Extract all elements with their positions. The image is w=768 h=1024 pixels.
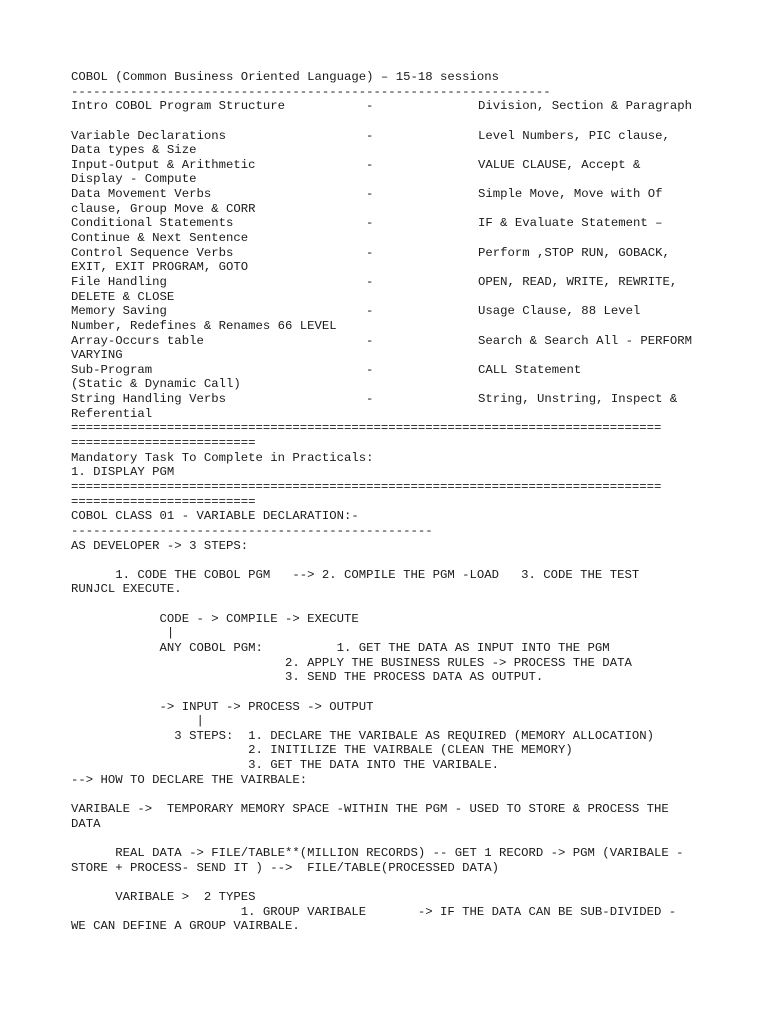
topic-dash: - [366,304,374,319]
note-line: DATA [71,816,101,831]
document-page [71,70,711,934]
class-heading: COBOL CLASS 01 - VARIABLE DECLARATION:- [71,509,359,524]
blank-line [71,114,711,129]
topic-row [71,129,711,144]
topic-dash: - [366,216,374,231]
note-line: 2. APPLY THE BUSINESS RULES -> PROCESS THE DATA [71,655,632,670]
note-line: 1. CODE THE COBOL PGM --> 2. COMPILE THE PGM -LOAD 3. CODE THE TEST [71,567,640,582]
topic-name: Variable Declarations [71,128,226,143]
topic-detail-continuation: DELETE & CLOSE [71,289,175,304]
topic-dash: - [366,157,374,172]
topic-detail: Division, Section & Paragraph [478,99,693,114]
topic-dash: - [366,128,374,143]
note-line [71,787,711,802]
topic-name: Conditional Statements [71,216,234,231]
note-line: | [71,714,204,729]
topic-name: File Handling [71,274,167,289]
topic-row [71,334,711,349]
note-line: 3 STEPS: 1. DECLARE THE VARIBALE AS REQUIRED (MEMORY ALLOCATION) [71,728,654,743]
equals-divider-tail: ========================= [71,436,256,451]
topic-detail: Search & Search All - PERFORM [478,333,693,348]
topic-detail-continuation: Number, Redefines & Renames 66 LEVEL [71,318,337,333]
topic-detail-continuation: Display - Compute [71,172,197,187]
equals-divider: ================================================================================ [71,421,662,436]
title-rule: ----------------------------------------------------------------- [71,84,551,99]
topic-detail: OPEN, READ, WRITE, REWRITE, [478,274,678,289]
note-line: 3. GET THE DATA INTO THE VARIBALE. [71,758,500,773]
mandatory-item: 1. DISPLAY PGM [71,465,175,480]
note-line: | [71,626,175,641]
topic-name: Sub-Program [71,362,153,377]
equals-divider-tail: ========================= [71,494,256,509]
note-line: RUNJCL EXECUTE. [71,582,182,597]
topic-dash: - [366,362,374,377]
topic-detail-continuation: Referential [71,406,153,421]
note-line [71,597,711,612]
mandatory-heading: Mandatory Task To Complete in Practicals: [71,450,374,465]
topic-detail-continuation: EXIT, EXIT PROGRAM, GOTO [71,260,249,275]
note-line: AS DEVELOPER -> 3 STEPS: [71,538,249,553]
topic-name: Input-Output & Arithmetic [71,157,256,172]
topic-row [71,158,711,173]
document-title: COBOL (Common Business Oriented Language) – 15-18 sessions [71,70,500,84]
topic-detail: VALUE CLAUSE, Accept & [478,157,641,172]
note-line [71,875,711,890]
note-line: VARIBALE -> TEMPORARY MEMORY SPACE -WITHIN THE PGM - USED TO STORE & PROCESS THE [71,802,669,817]
note-line: ANY COBOL PGM: 1. GET THE DATA AS INPUT INTO THE PGM [71,640,610,655]
topic-detail: Simple Move, Move with Of [478,187,663,202]
topic-detail-continuation: Data types & Size [71,143,197,158]
topic-detail: CALL Statement [478,362,582,377]
topic-name: String Handling Verbs [71,392,226,407]
topic-dash: - [366,333,374,348]
equals-divider: ================================================================================ [71,479,662,494]
topic-name: Intro COBOL Program Structure [71,99,286,114]
note-line: REAL DATA -> FILE/TABLE**(MILLION RECORDS) -- GET 1 RECORD -> PGM (VARIBALE - [71,845,684,860]
topic-detail-continuation: (Static & Dynamic Call) [71,377,241,392]
topic-row [71,392,711,407]
topic-name: Array-Occurs table [71,333,204,348]
note-line: -> INPUT -> PROCESS -> OUTPUT [71,699,374,714]
topic-row [71,363,711,378]
topic-detail: Usage Clause, 88 Level [478,304,641,319]
topic-row [71,246,711,261]
topic-detail: IF & Evaluate Statement – [478,216,663,231]
topic-row [71,216,711,231]
topic-dash: - [366,187,374,202]
note-line: --> HOW TO DECLARE THE VAIRBALE: [71,772,308,787]
topic-row [71,187,711,202]
note-line: STORE + PROCESS- SEND IT ) --> FILE/TABLE(PROCESSED DATA) [71,860,500,875]
note-line: 2. INITILIZE THE VAIRBALE (CLEAN THE MEMORY) [71,743,573,758]
topic-dash: - [366,392,374,407]
topic-detail: String, Unstring, Inspect & [478,392,678,407]
class-heading-rule: ------------------------------------------------- [71,523,433,538]
topic-detail-continuation: VARYING [71,348,123,363]
topic-name: Data Movement Verbs [71,187,212,202]
class-notes [71,539,711,934]
note-line: WE CAN DEFINE A GROUP VAIRBALE. [71,919,300,934]
note-line: 1. GROUP VARIBALE -> IF THE DATA CAN BE SUB-DIVIDED - [71,904,677,919]
note-line [71,831,711,846]
topic-row [71,275,711,290]
topic-detail-continuation: Continue & Next Sentence [71,231,249,246]
topic-detail-continuation: clause, Group Move & CORR [71,201,256,216]
note-line: VARIBALE > 2 TYPES [71,889,256,904]
note-line: CODE - > COMPILE -> EXECUTE [71,611,359,626]
topic-detail: Level Numbers, PIC clause, [478,128,670,143]
topic-row [71,99,711,114]
topic-list [71,99,711,421]
note-line [71,685,711,700]
topic-dash: - [366,274,374,289]
topic-dash: - [366,99,374,114]
note-line: 3. SEND THE PROCESS DATA AS OUTPUT. [71,670,544,685]
topic-row [71,304,711,319]
note-line [71,553,711,568]
topic-name: Control Sequence Verbs [71,245,234,260]
topic-name: Memory Saving [71,304,167,319]
topic-dash: - [366,245,374,260]
topic-detail: Perform ,STOP RUN, GOBACK, [478,245,670,260]
